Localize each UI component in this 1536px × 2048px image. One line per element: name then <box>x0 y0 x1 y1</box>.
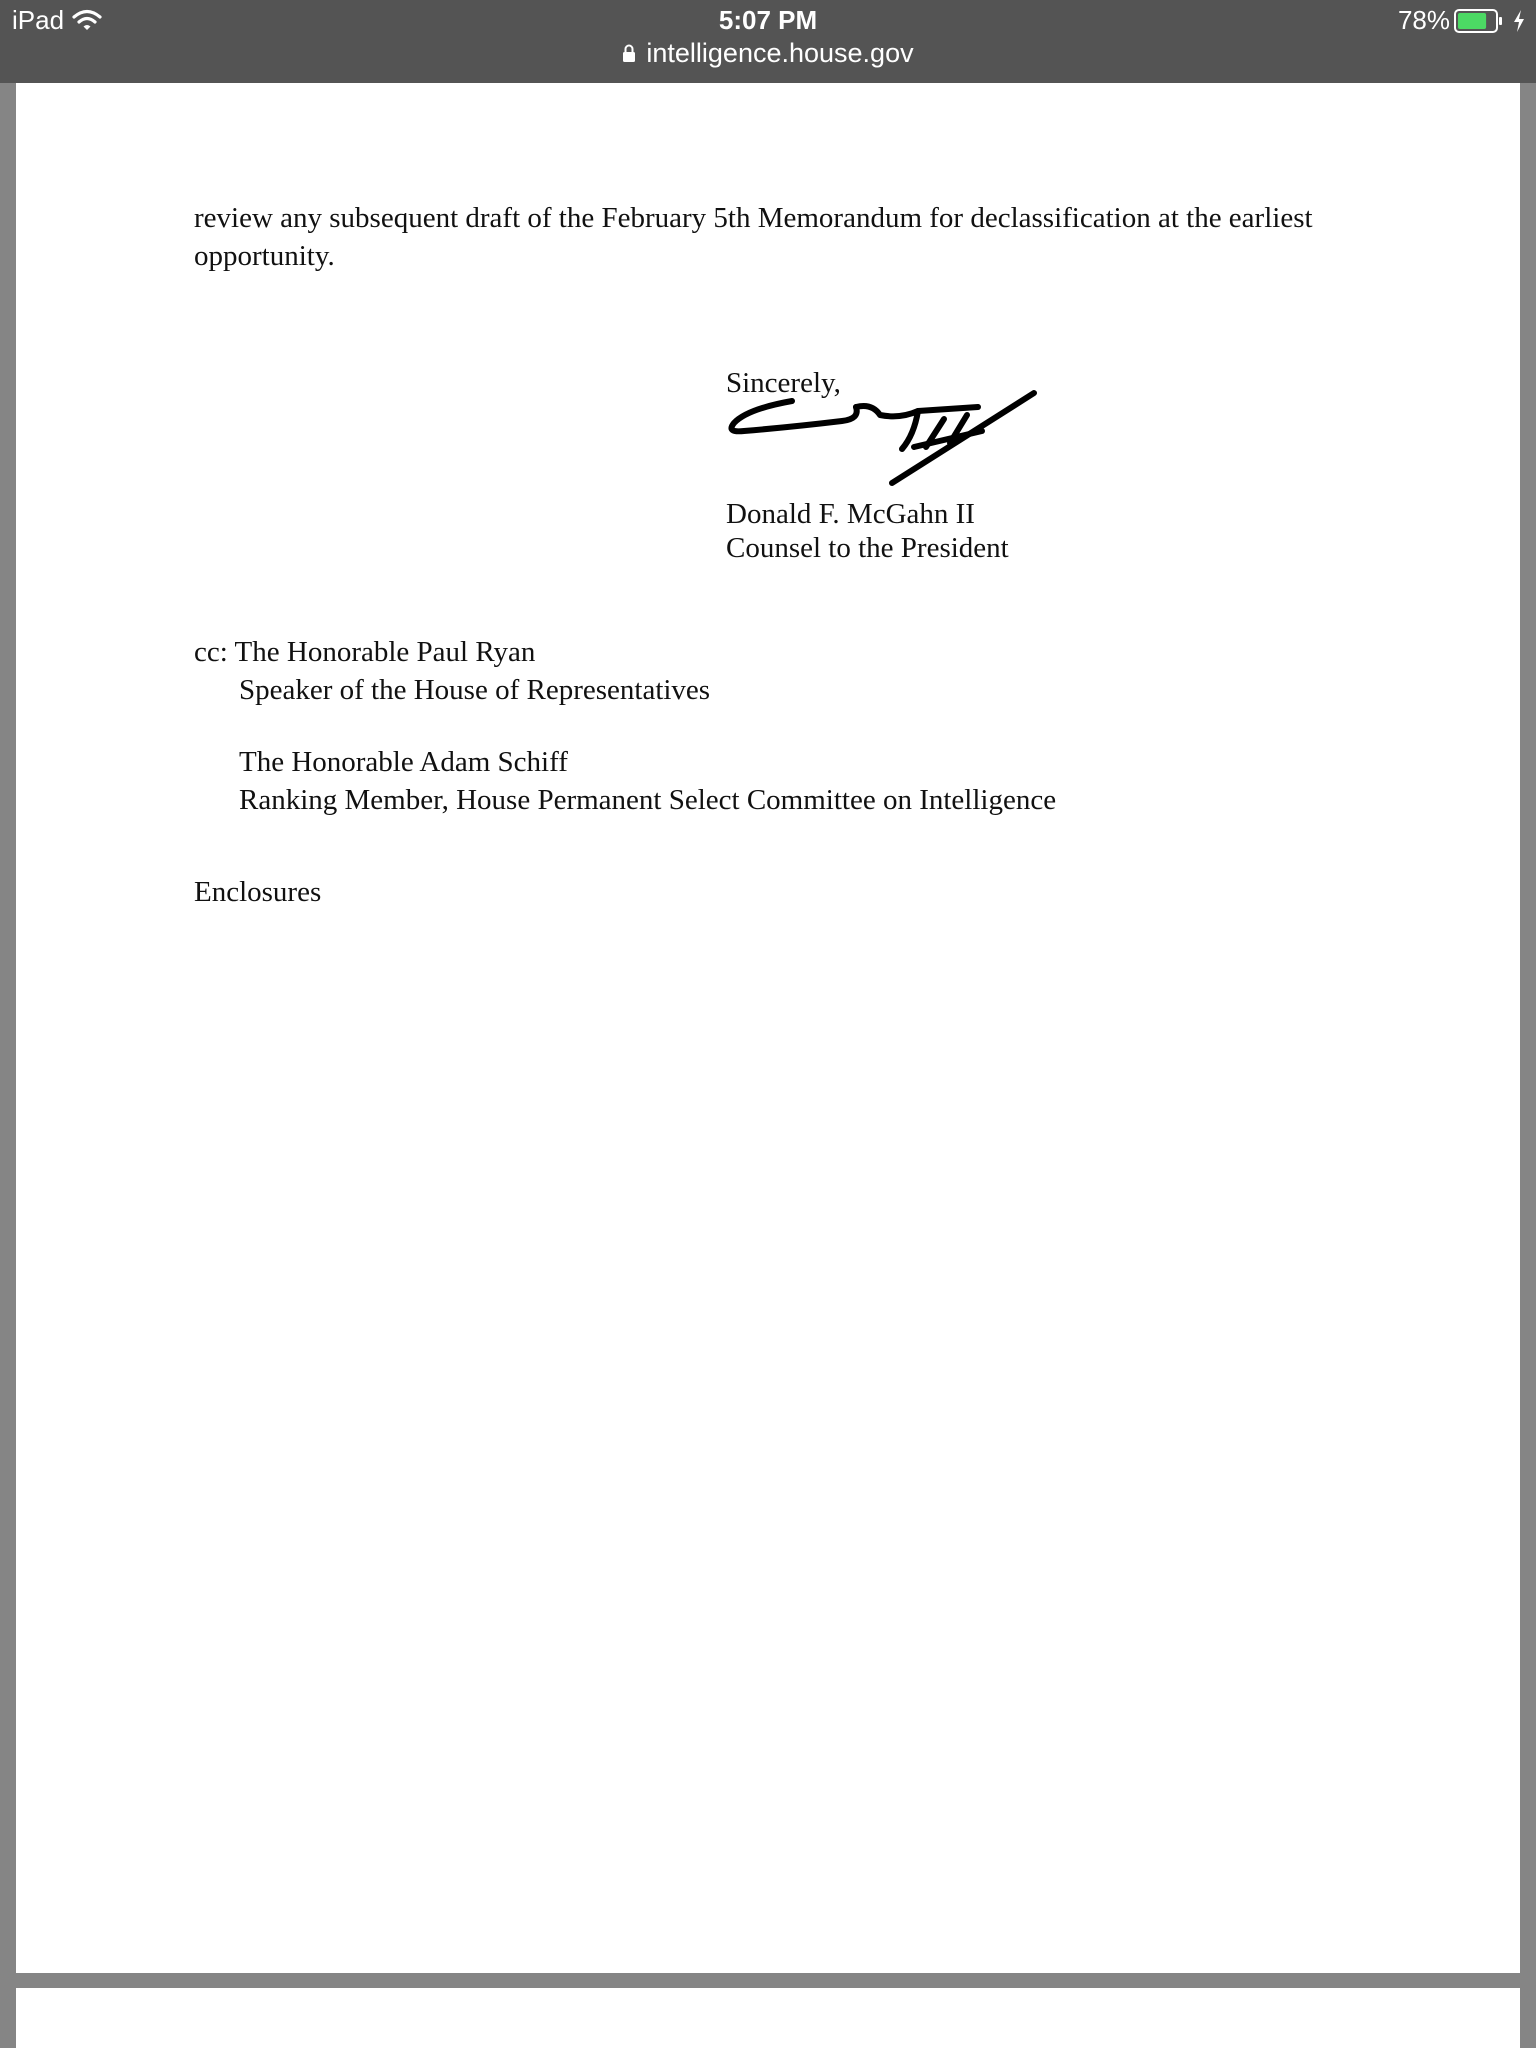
cc-recipient-name: The Honorable Adam Schiff <box>239 746 568 778</box>
battery-icon <box>1454 9 1504 33</box>
body-line: opportunity. <box>194 240 335 272</box>
battery-fill <box>1458 13 1486 29</box>
url-text[interactable]: intelligence.house.gov <box>646 38 914 68</box>
charging-icon <box>1512 9 1526 33</box>
document-page <box>16 83 1520 1973</box>
cc-label: cc: <box>194 636 228 668</box>
enclosures-label: Enclosures <box>194 876 322 908</box>
body-line: review any subsequent draft of the February 5th Memorandum for declassification at the earliest <box>194 202 1313 234</box>
body-paragraph <box>194 199 1364 275</box>
device-name: iPad <box>12 5 65 35</box>
cc-recipient-title: Ranking Member, House Permanent Select Committee on Intelligence <box>239 784 1057 816</box>
signer-title: Counsel to the President <box>726 532 1009 564</box>
signature-image <box>722 385 1042 489</box>
next-page-preview <box>16 1988 1520 2048</box>
signer-name: Donald F. McGahn II <box>726 498 975 530</box>
battery-percentage: 78% <box>1397 5 1450 35</box>
closing: Sincerely, <box>726 367 841 399</box>
url-bar[interactable] <box>0 38 1536 69</box>
status-bar <box>0 0 1536 83</box>
clock: 5:07 PM <box>718 5 818 35</box>
cc-first-line <box>194 633 1056 671</box>
cc-recipient-name: The Honorable Paul Ryan <box>234 636 536 668</box>
lock-icon <box>622 43 636 63</box>
cc-recipient-title: Speaker of the House of Representatives <box>239 674 711 706</box>
cc-block <box>194 633 1056 819</box>
